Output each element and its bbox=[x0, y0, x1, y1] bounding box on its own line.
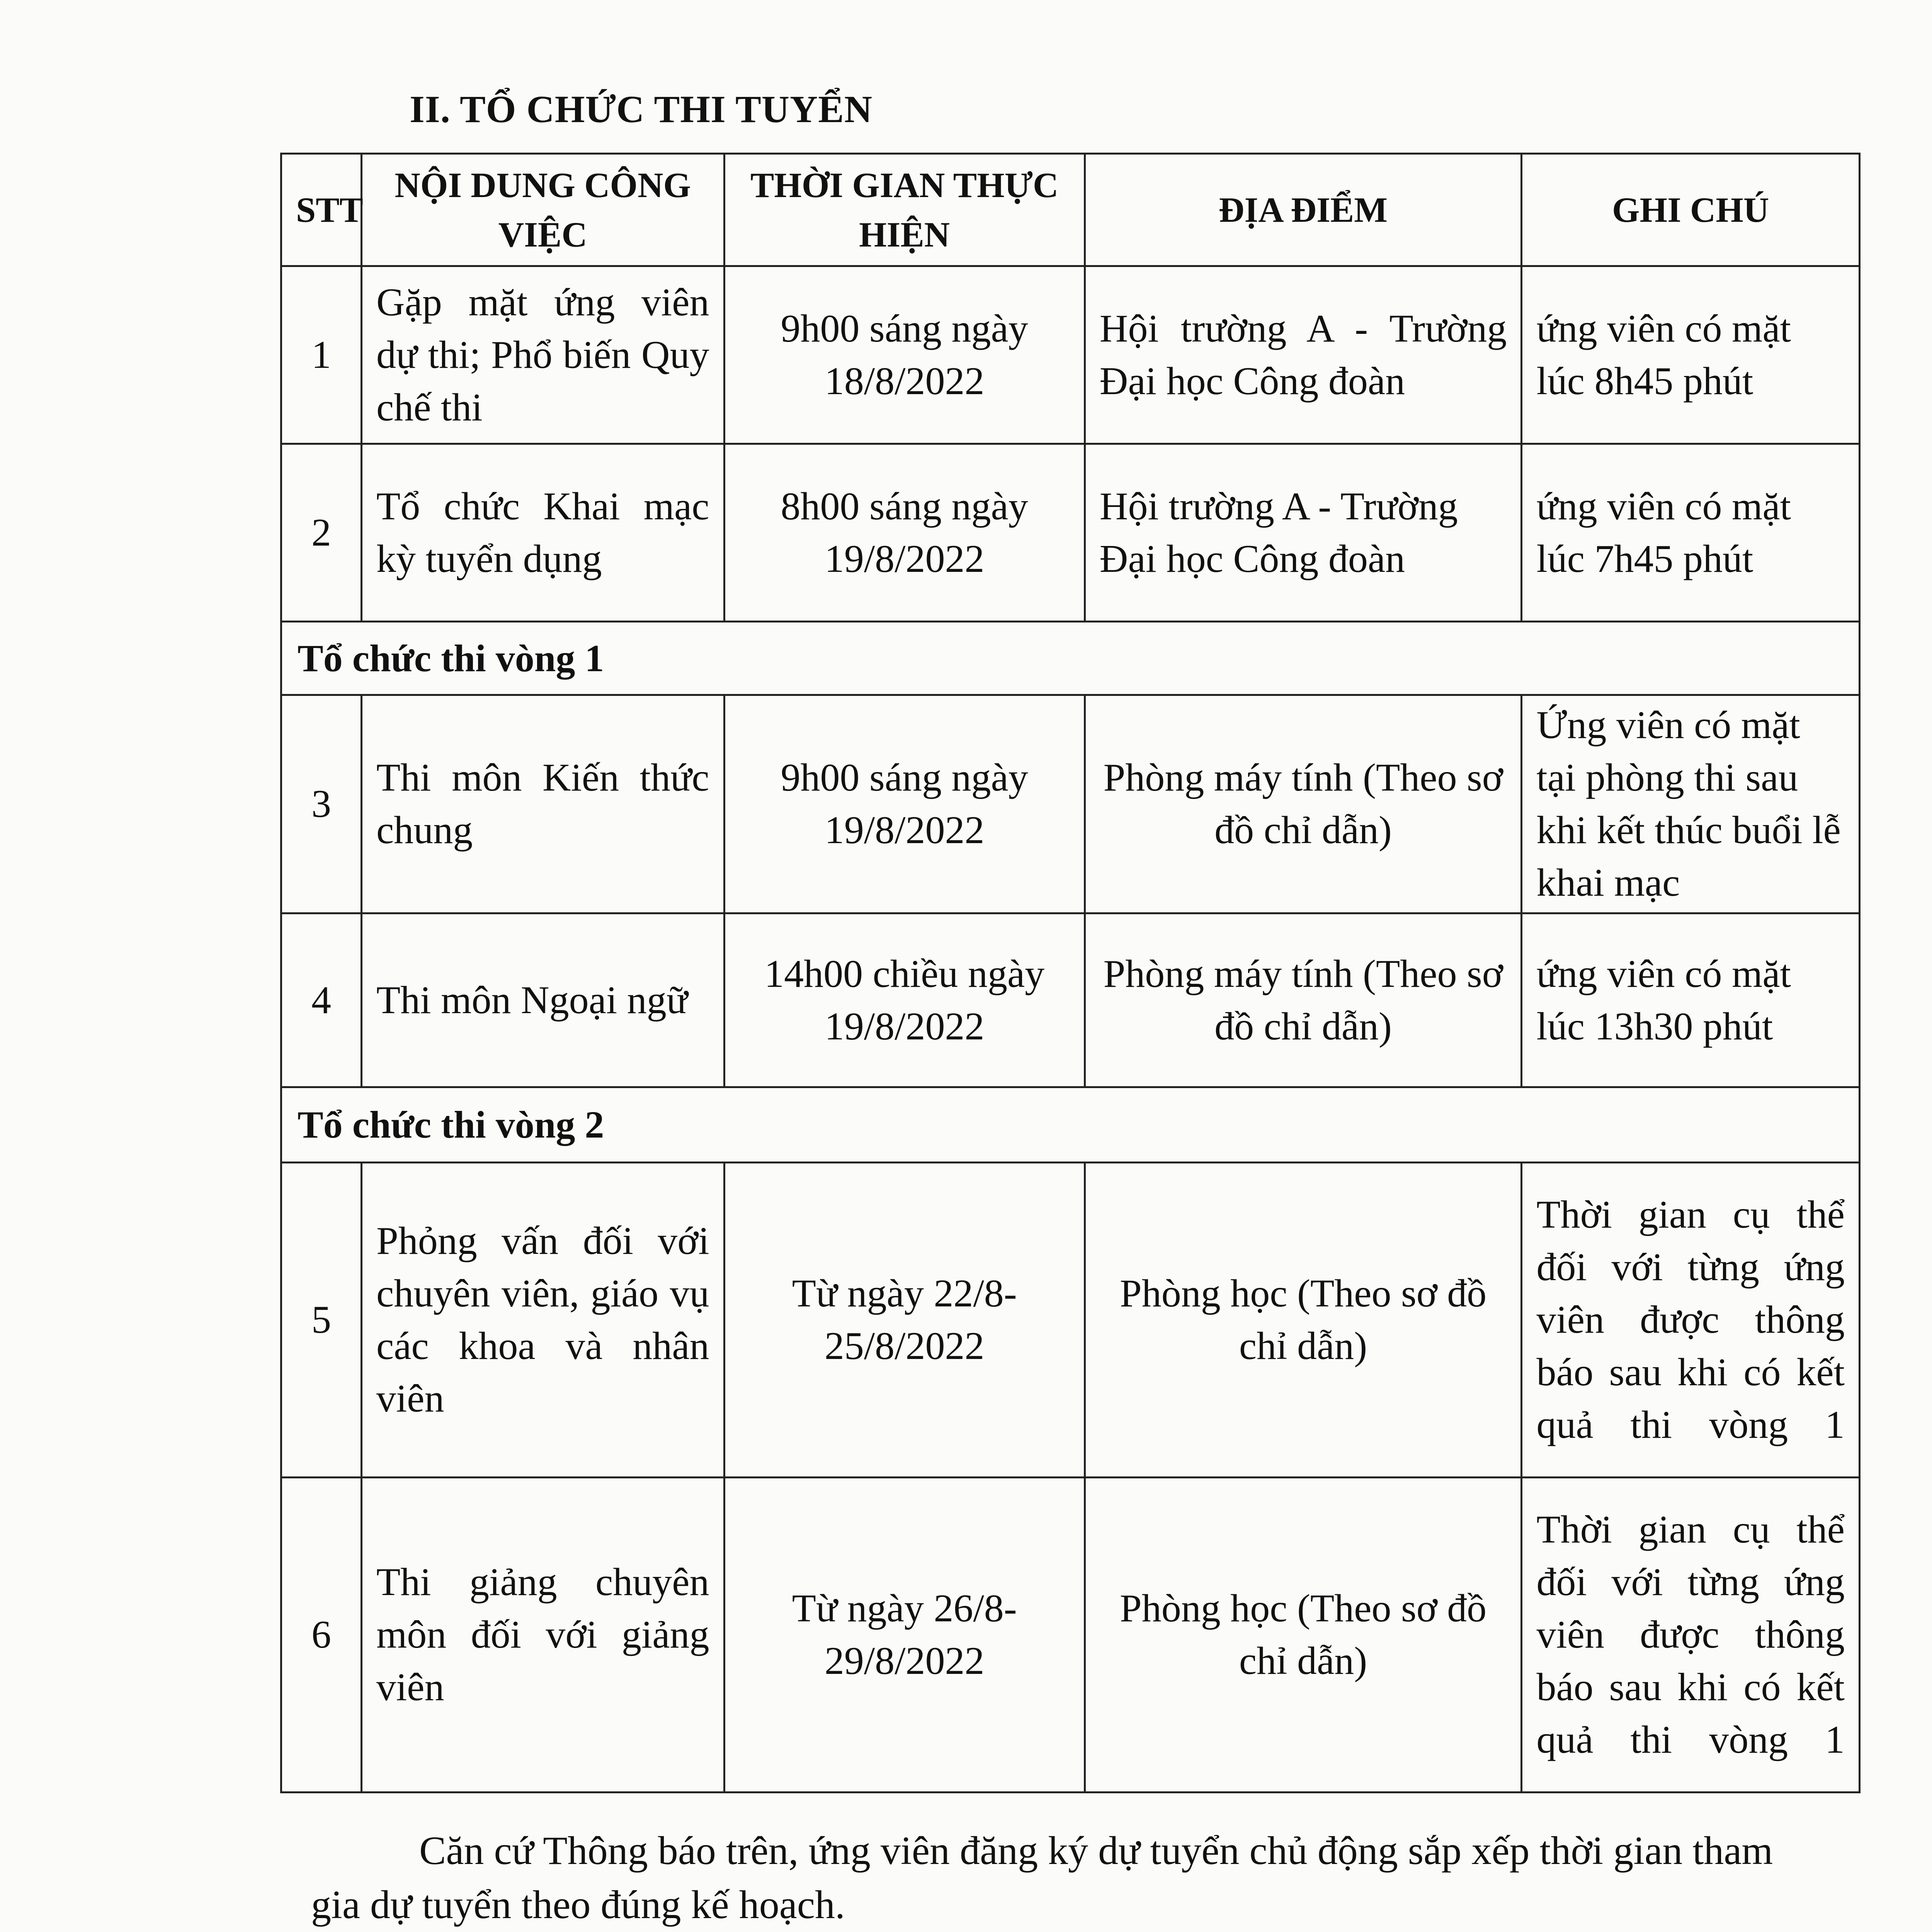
cell-stt: 5 bbox=[281, 1163, 362, 1478]
cell-dia-diem: Phòng học (Theo sơ đồ chỉ dẫn) bbox=[1085, 1163, 1522, 1478]
cell-thoi-gian: Từ ngày 26/8-29/8/2022 bbox=[724, 1478, 1085, 1793]
header-ghi-chu: GHI CHÚ bbox=[1522, 154, 1860, 266]
paragraph-instruction-text: Căn cứ Thông báo trên, ứng viên đăng ký dự tuyển chủ động sắp xếp thời gian tham gia dự tuyển theo đúng kế hoạch. bbox=[311, 1828, 1773, 1927]
cell-thoi-gian: Từ ngày 22/8-25/8/2022 bbox=[724, 1163, 1085, 1478]
cell-ghi-chu: Thời gian cụ thể đối với từng ứng viên được thông báo sau khi có kết quả thi vòng 1 bbox=[1522, 1478, 1860, 1793]
table-row bbox=[281, 266, 1860, 444]
table-header-row bbox=[281, 154, 1860, 266]
cell-noi-dung: Phỏng vấn đối với chuyên viên, giáo vụ các khoa và nhân viên bbox=[361, 1163, 724, 1478]
cell-stt: 3 bbox=[281, 695, 362, 913]
table-row bbox=[281, 444, 1860, 622]
table-row bbox=[281, 913, 1860, 1087]
cell-ghi-chu: Thời gian cụ thể đối với từng ứng viên được thông báo sau khi có kết quả thi vòng 1 bbox=[1522, 1163, 1860, 1478]
paragraph-instruction bbox=[311, 1824, 1795, 1932]
exam-schedule-table bbox=[280, 153, 1861, 1793]
cell-dia-diem: Phòng máy tính (Theo sơ đồ chỉ dẫn) bbox=[1085, 913, 1522, 1087]
cell-noi-dung: Thi môn Ngoại ngữ bbox=[361, 913, 724, 1087]
cell-stt: 2 bbox=[281, 444, 362, 622]
cell-ghi-chu: Ứng viên có mặt tại phòng thi sau khi kết thúc buổi lễ khai mạc bbox=[1522, 695, 1860, 913]
table-group-row bbox=[281, 1087, 1860, 1163]
header-noi-dung: NỘI DUNG CÔNG VIỆC bbox=[361, 154, 724, 266]
cell-ghi-chu: ứng viên có mặt lúc 7h45 phút bbox=[1522, 444, 1860, 622]
cell-ghi-chu: ứng viên có mặt lúc 13h30 phút bbox=[1522, 913, 1860, 1087]
table-row bbox=[281, 1163, 1860, 1478]
cell-dia-diem: Hội trường A - Trường Đại học Công đoàn bbox=[1085, 444, 1522, 622]
table-row bbox=[281, 1478, 1860, 1793]
cell-thoi-gian: 9h00 sáng ngày 18/8/2022 bbox=[724, 266, 1085, 444]
cell-thoi-gian: 9h00 sáng ngày 19/8/2022 bbox=[724, 695, 1085, 913]
cell-noi-dung: Thi môn Kiến thức chung bbox=[361, 695, 724, 913]
table-group-row bbox=[281, 622, 1860, 695]
cell-thoi-gian: 8h00 sáng ngày 19/8/2022 bbox=[724, 444, 1085, 622]
cell-stt: 6 bbox=[281, 1478, 362, 1793]
cell-stt: 4 bbox=[281, 913, 362, 1087]
cell-dia-diem: Phòng máy tính (Theo sơ đồ chỉ dẫn) bbox=[1085, 695, 1522, 913]
cell-dia-diem: Hội trường A - Trường Đại học Công đoàn bbox=[1085, 266, 1522, 444]
table-row bbox=[281, 695, 1860, 913]
section-title: II. TỔ CHỨC THI TUYỂN bbox=[410, 88, 873, 131]
header-dia-diem: ĐỊA ĐIỂM bbox=[1085, 154, 1522, 266]
cell-noi-dung: Tổ chức Khai mạc kỳ tuyển dụng bbox=[361, 444, 724, 622]
header-stt: STT bbox=[281, 154, 362, 266]
group-label-vong-1: Tổ chức thi vòng 1 bbox=[281, 622, 1860, 695]
cell-stt: 1 bbox=[281, 266, 362, 444]
header-thoi-gian: THỜI GIAN THỰC HIỆN bbox=[724, 154, 1085, 266]
cell-noi-dung: Gặp mặt ứng viên dự thi; Phổ biến Quy chế thi bbox=[361, 266, 724, 444]
group-label-vong-2: Tổ chức thi vòng 2 bbox=[281, 1087, 1860, 1163]
cell-ghi-chu: ứng viên có mặt lúc 8h45 phút bbox=[1522, 266, 1860, 444]
cell-dia-diem: Phòng học (Theo sơ đồ chỉ dẫn) bbox=[1085, 1478, 1522, 1793]
cell-noi-dung: Thi giảng chuyên môn đối với giảng viên bbox=[361, 1478, 724, 1793]
cell-thoi-gian: 14h00 chiều ngày 19/8/2022 bbox=[724, 913, 1085, 1087]
